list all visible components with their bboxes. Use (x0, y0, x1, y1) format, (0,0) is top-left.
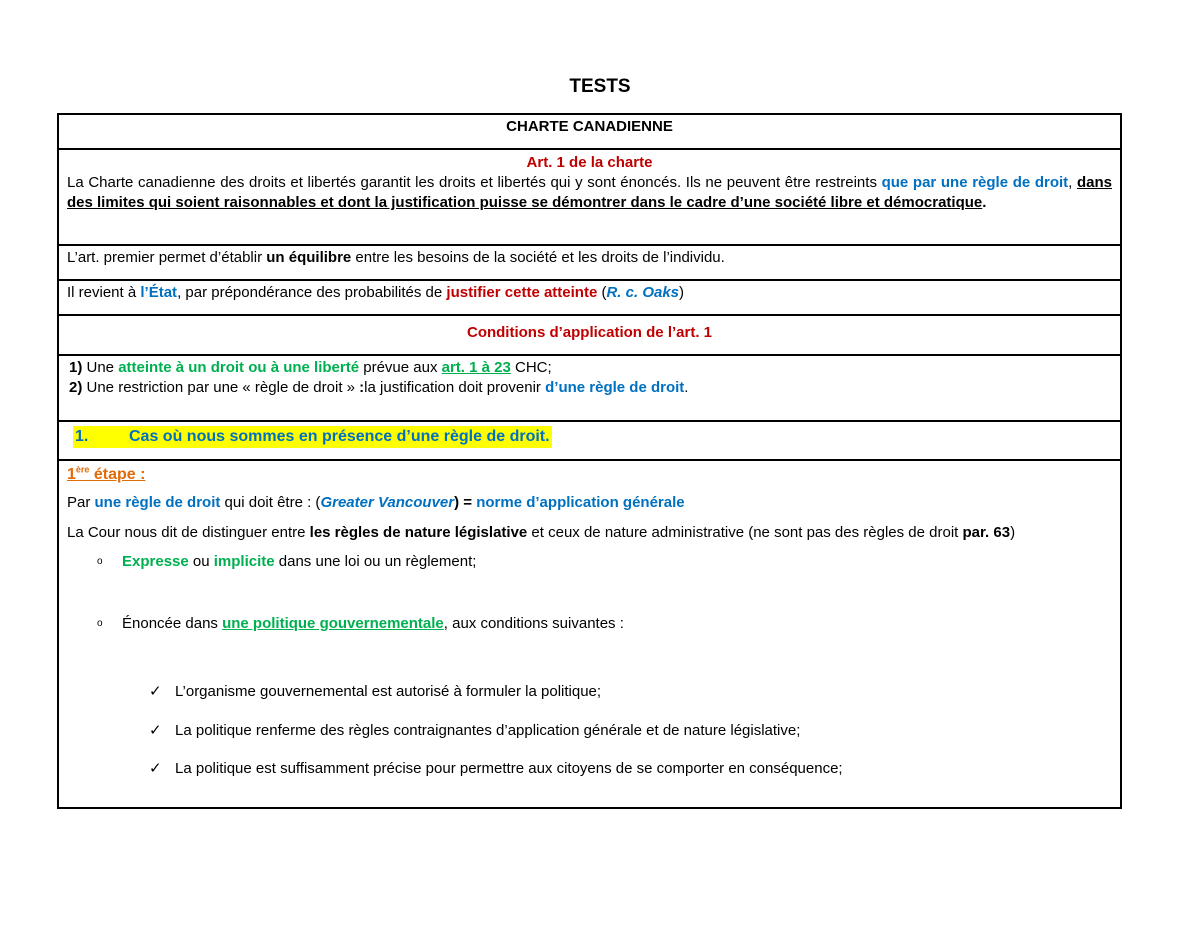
art1-cell (58, 149, 1121, 245)
etape-paragraph-1: Par une règle de droit qui doit être : (Greater Vancouver) = norme d’application générale (67, 494, 685, 511)
art1-heading: Art. 1 de la charte (526, 154, 653, 171)
check-item: ✓ La politique est suffisamment précise pour permettre aux citoyens de se comporter en conséquence; (149, 760, 843, 778)
bullet-expresse: o Expresse ou implicite dans une loi ou un règlement; (67, 552, 1112, 572)
check-item: ✓ La politique renferme des règles contraignantes d’application générale et de nature législative; (149, 722, 801, 740)
art1-text: La Charte canadienne des droits et libertés garantit les droits et libertés qui y sont énoncés. Ils ne peuvent être restreints que par une règle de droit, dans des limites qui soient raisonnables et dont la justification puisse se démontrer dans le cadre d’une société libre et démocratique. (67, 174, 1112, 211)
circle-bullet-icon: o (97, 556, 103, 568)
table-row (58, 280, 1121, 315)
table-row (58, 315, 1121, 355)
etat-cell: Il revient à l’État, par prépondérance des probabilités de justifier cette atteinte (R. c. Oaks) (58, 280, 1121, 315)
table-row (58, 355, 1121, 421)
charter-header: CHARTE CANADIENNE (58, 114, 1121, 149)
check-item: ✓ L’organisme gouvernemental est autorisé à formuler la politique; (149, 683, 602, 701)
etape-paragraph-2: La Cour nous dit de distinguer entre les règles de nature législative et ceux de nature administrative (ne sont pas des règles de droit par. 63) (67, 524, 1016, 541)
checkmark-icon: ✓ (149, 722, 162, 740)
circle-bullet-icon: o (97, 618, 103, 630)
etape-cell (58, 460, 1121, 808)
charter-table (57, 113, 1122, 809)
etape-heading: 1ère étape : (67, 464, 146, 483)
section1-heading: 1. Cas où nous sommes en présence d’une règle de droit. (73, 426, 552, 448)
condition-1: 1) Une atteinte à un droit ou à une liberté prévue aux art. 1 à 23 CHC; (69, 359, 552, 376)
table-row (58, 421, 1121, 460)
checkmark-icon: ✓ (149, 760, 162, 778)
table-row (58, 114, 1121, 149)
table-row (58, 149, 1121, 245)
equilibre-cell: L’art. premier permet d’établir un équilibre entre les besoins de la société et les droits de l’individu. (58, 245, 1121, 280)
bullet-politique: o Énoncée dans une politique gouvernementale, aux conditions suivantes : (67, 614, 1112, 634)
condition-2: 2) Une restriction par une « règle de droit » :la justification doit provenir d’une règle de droit. (69, 379, 689, 396)
conditions-cell (58, 355, 1121, 421)
page-title: TESTS (569, 76, 631, 97)
conditions-heading: Conditions d’application de l’art. 1 (58, 315, 1121, 355)
table-row (58, 245, 1121, 280)
table-row (58, 460, 1121, 808)
section1-cell (58, 421, 1121, 460)
checkmark-icon: ✓ (149, 683, 162, 701)
